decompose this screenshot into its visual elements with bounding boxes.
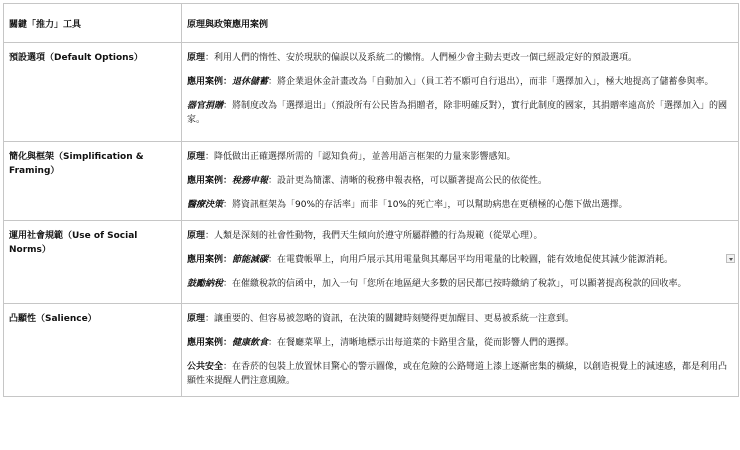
principle-text: ：降低做出正確選擇所需的「認知負荷」，並善用語言框架的力量來影響感知。	[205, 152, 516, 162]
tool-details	[182, 142, 739, 221]
case-text: ：在餐廳菜單上，清晰地標示出每道菜的卡路里含量，從而影響人們的選擇。	[268, 338, 575, 348]
principle-entry	[187, 229, 732, 243]
principle-label: 原理	[187, 152, 206, 162]
case-label: 應用案例	[187, 338, 224, 348]
principle-entry	[187, 312, 732, 326]
case-text: ：在香菸的包裝上放置怵目驚心的警示圖像，或在危險的公路彎道上漆上逐漸密集的橫線，以創造視覺上的減速感，都是利用凸顯性來提醒人們注意風險。	[187, 362, 728, 386]
header-principle-cases: 原理與政策應用案例	[182, 4, 739, 43]
tool-details	[182, 43, 739, 142]
table-row	[4, 304, 739, 397]
tool-details	[182, 221, 739, 304]
case-label: 應用案例	[187, 176, 224, 186]
table-header-row	[4, 4, 739, 43]
principle-text: ：人類是深刻的社會性動物，我們天生傾向於遵守所屬群體的行為規範（從眾心理）。	[205, 231, 543, 241]
table-row	[4, 221, 739, 304]
case-label: 應用案例	[187, 255, 224, 265]
case-entry	[187, 198, 732, 212]
case-topic: 退休儲蓄	[232, 77, 269, 87]
tool-name: 運用社會規範（Use of Social Norms）	[4, 221, 182, 304]
case-entry	[187, 99, 732, 127]
principle-label: 原理	[187, 53, 206, 63]
nudge-tools-table	[3, 3, 739, 397]
principle-text: ：讓重要的、但容易被忽略的資訊，在決策的關鍵時刻變得更加醒目、更易被系統一注意到。	[205, 314, 575, 324]
principle-entry	[187, 51, 732, 65]
case-label: 應用案例	[187, 77, 224, 87]
case-topic: 器官捐贈	[187, 101, 224, 111]
principle-label: 原理	[187, 314, 206, 324]
tool-details	[182, 304, 739, 397]
case-text: ：將制度改為「選擇退出」（預設所有公民皆為捐贈者，除非明確反對），實行此制度的國家，其捐贈率遠高於「選擇加入」的國家。	[187, 101, 728, 125]
principle-text: ：利用人們的惰性、安於現狀的偏誤以及系統二的懶惰。人們極少會主動去更改一個已經設定好的預設選項。	[205, 53, 638, 63]
table-row	[4, 142, 739, 221]
case-topic: 稅務申報	[232, 176, 269, 186]
case-entry: 應用案例：稅務申報：設計更為簡潔、清晰的稅務申報表格，可以顯著提高公民的依從性。	[187, 176, 548, 186]
case-topic: 節能減碳	[232, 255, 269, 265]
case-entry: 應用案例：退休儲蓄：將企業退休金計畫改為「自動加入」（員工若不願可自行退出），而非「選擇加入」，極大地提高了儲蓄參與率。	[187, 77, 714, 87]
case-text: ：設計更為簡潔、清晰的稅務申報表格，可以顯著提高公民的依從性。	[268, 176, 548, 186]
principle-entry	[187, 150, 732, 164]
case-text: ：將企業退休金計畫改為「自動加入」（員工若不願可自行退出），而非「選擇加入」，極大地提高了儲蓄參與率。	[268, 77, 714, 87]
tool-name: 簡化與框架（Simplification & Framing）	[4, 142, 182, 221]
tool-name: 預設選項（Default Options）	[4, 43, 182, 142]
case-topic: 鼓勵納稅	[187, 279, 224, 289]
case-text: ：將資訊框架為「90%的存活率」而非「10%的死亡率」，可以幫助病患在更積極的心態下做出選擇。	[223, 200, 628, 210]
case-entry	[187, 277, 732, 291]
case-entry: 應用案例：節能減碳：在電費帳單上，向用戶展示其用電量與其鄰居平均用電量的比較圖，能有效地促使其減少能源消耗。	[187, 255, 674, 265]
case-text: ：在電費帳單上，向用戶展示其用電量與其鄰居平均用電量的比較圖，能有效地促使其減少能源消耗。	[268, 255, 674, 265]
case-topic: 健康飲食	[232, 338, 269, 348]
case-entry	[187, 360, 732, 388]
principle-label: 原理	[187, 231, 206, 241]
case-topic: 醫療決策	[187, 200, 224, 210]
case-text: ：在催繳稅款的信函中，加入一句「您所在地區絕大多數的居民都已按時繳納了稅款」，可以顯著提高稅款的回收率。	[223, 279, 687, 289]
case-entry: 應用案例：健康飲食：在餐廳菜單上，清晰地標示出每道菜的卡路里含量，從而影響人們的選擇。	[187, 338, 575, 348]
tool-name: 凸顯性（Salience）	[4, 304, 182, 397]
header-tool: 關鍵「推力」工具	[4, 4, 182, 43]
scroll-down-icon[interactable]	[726, 254, 735, 263]
table-row	[4, 43, 739, 142]
case-topic: 公共安全	[187, 362, 224, 372]
